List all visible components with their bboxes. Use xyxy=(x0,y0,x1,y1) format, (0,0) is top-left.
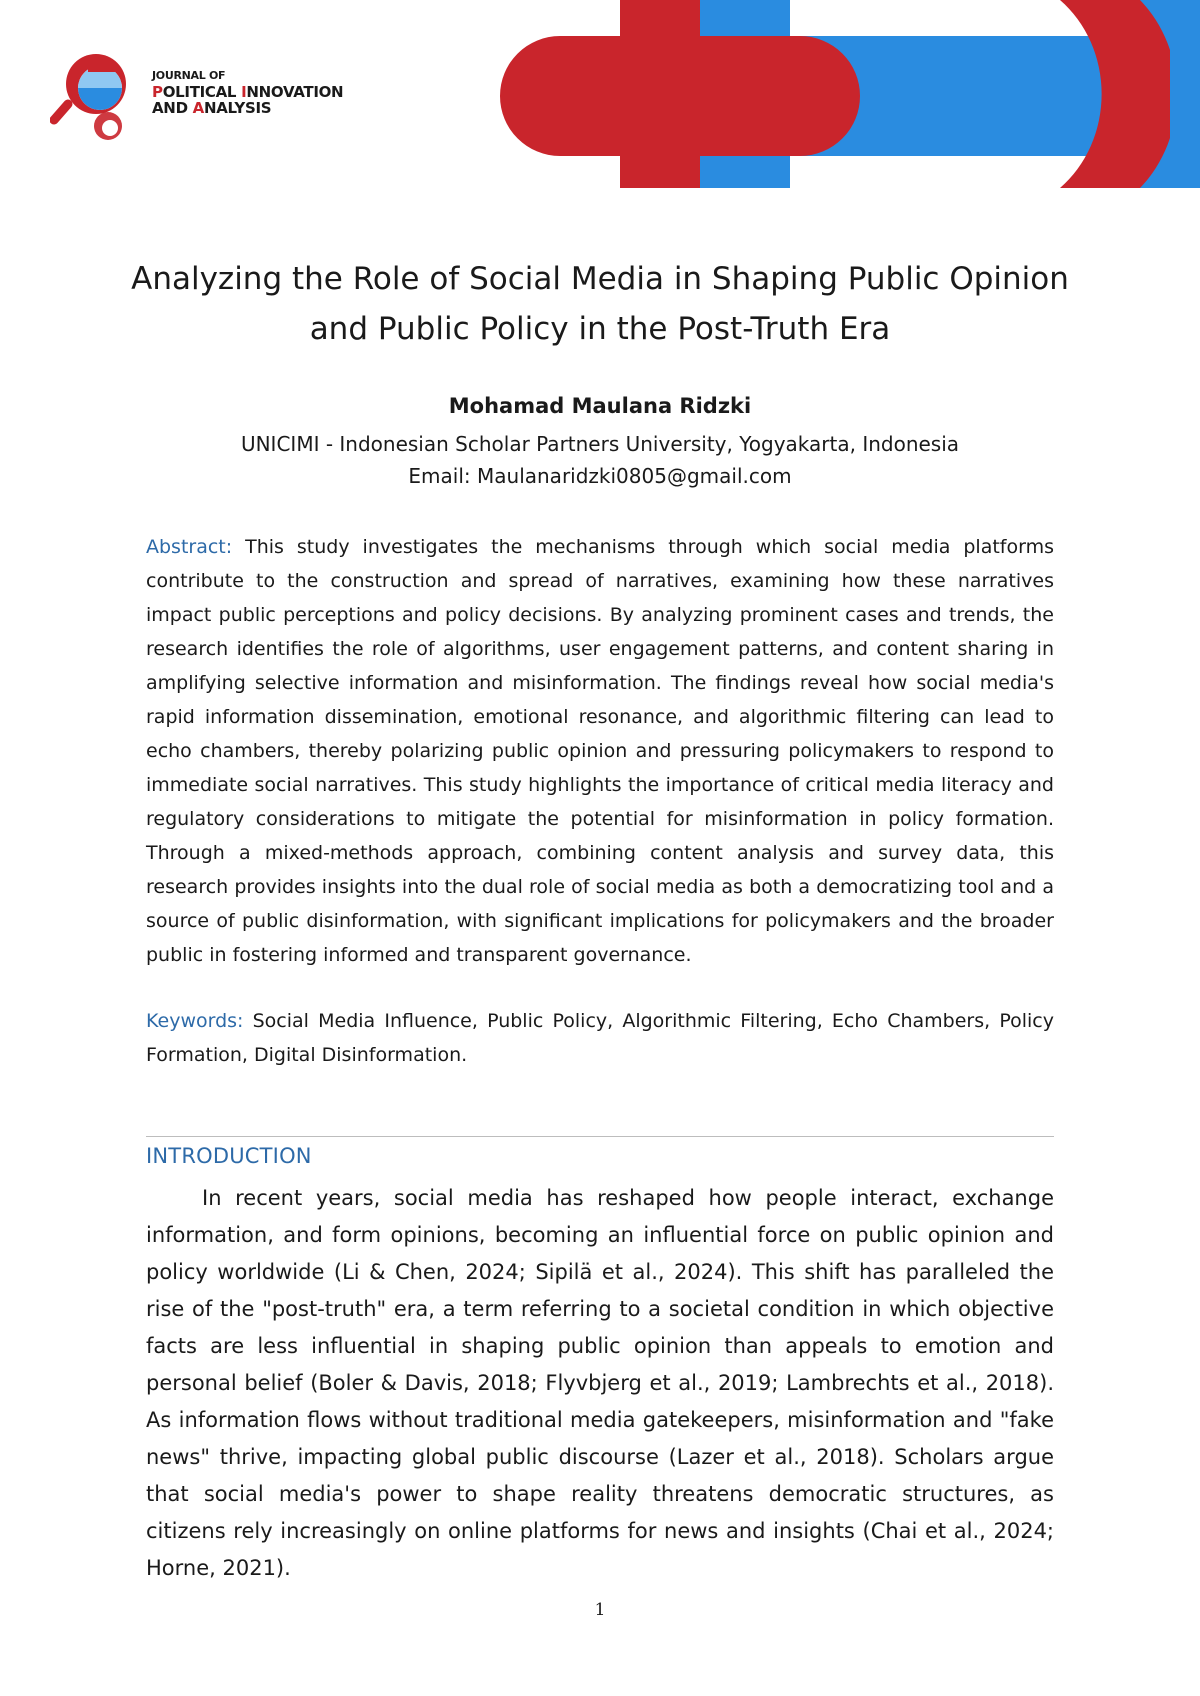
journal-name xyxy=(152,68,343,116)
author-name: Mohamad Maulana Ridzki xyxy=(448,394,752,418)
journal-name-line3: AND ANALYSIS xyxy=(152,99,272,117)
keywords xyxy=(146,1004,1054,1072)
introduction-paragraph: In recent years, social media has reshaped how people interact, exchange information, and form opinions, becoming an influential force on public opinion and policy worldwide (Li & Chen, 2024; Sipilä et al., 2024). This shift has paralleled the rise of the "post-truth" era, a term referring to a societal condition in which objective facts are less influential in shaping public opinion than appeals to emotion and personal belief (Boler & Davis, 2018; Flyvbjerg et al., 2019; Lambrechts et al., 2018). As information flows without traditional media gatekeepers, misinformation and "fake news" thrive, impacting global public discourse (Lazer et al., 2018). Scholars argue that social media's power to shape reality threatens democratic structures, as citizens rely increasingly on online platforms for news and insights (Chai et al., 2024; Horne, 2021). xyxy=(146,1186,1054,1580)
author-affiliation: UNICIMI - Indonesian Scholar Partners University, Yogyakarta, Indonesia xyxy=(240,432,960,456)
journal-name-line1: JOURNAL OF xyxy=(152,69,226,82)
magnifier-icon xyxy=(50,44,150,144)
paper-title-line1: Analyzing the Role of Social Media in Shaping Public Opinion xyxy=(131,261,1069,297)
paper-title xyxy=(100,254,1100,354)
section-divider xyxy=(146,1136,1054,1137)
paper-title-line2: and Public Policy in the Post-Truth Era xyxy=(309,311,891,347)
abstract-label: Abstract: xyxy=(146,536,246,558)
abstract-text: This study investigates the mechanisms through which social media platforms contribute to the construction and spread of narratives, examining how these narratives impact public perceptions and policy decisions. By analyzing prominent cases and trends, the research identifies the role of algorithms, user engagement patterns, and content sharing in amplifying selective information and misinformation. The findings reveal how social media's rapid information dissemination, emotional resonance, and algorithmic filtering can lead to echo chambers, thereby polarizing public opinion and pressuring policymakers to respond to immediate social narratives. This study highlights the importance of critical media literacy and regulatory considerations to mitigate the potential for misinformation in policy formation. Through a mixed-methods approach, combining content analysis and survey data, this research provides insights into the dual role of social media as both a democratizing tool and a source of public disinformation, with significant implications for policymakers and the broader public in fostering informed and transparent governance. xyxy=(146,536,1055,966)
author-email: Email: Maulanaridzki0805@gmail.com xyxy=(408,464,792,488)
header-banner xyxy=(500,0,1200,188)
keywords-label: Keywords: xyxy=(146,1010,253,1032)
page-number: 1 xyxy=(594,1600,606,1620)
author-affiliation-block xyxy=(100,428,1100,492)
journal-name-line2: POLITICAL INNOVATION xyxy=(152,83,344,101)
journal-logo xyxy=(50,44,370,144)
introduction-heading: INTRODUCTION xyxy=(146,1144,312,1168)
keywords-text: Social Media Influence, Public Policy, Algorithmic Filtering, Echo Chambers, Policy Formation, Digital Disinformation. xyxy=(146,1010,1054,1066)
abstract xyxy=(146,530,1054,972)
